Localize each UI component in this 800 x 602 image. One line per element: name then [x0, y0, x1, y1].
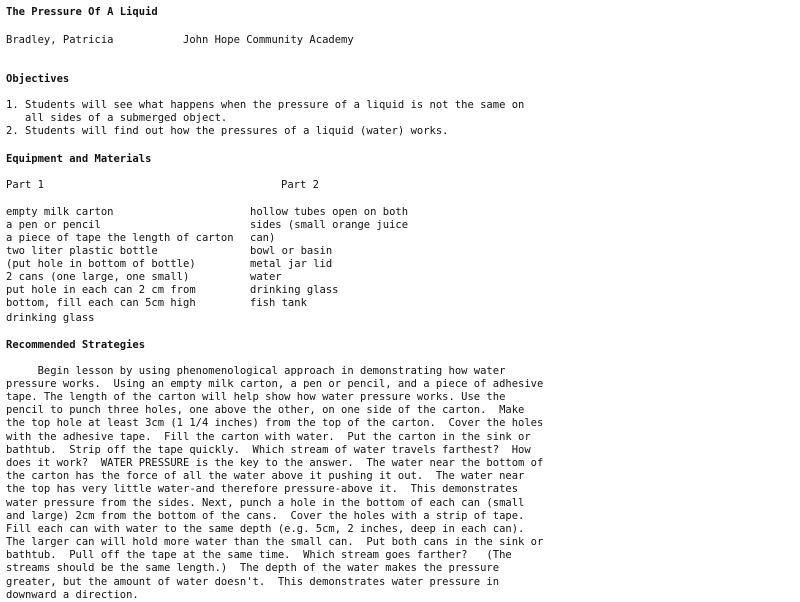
strategy-line: and large) 2cm from the bottom of the cans. Cover the holes with a strip of tape.: [6, 510, 525, 522]
strategy-line: the top has very little water-and therefore pressure-above it. This demonstrates: [6, 483, 519, 495]
strategies-heading: Recommended Strategies: [6, 339, 146, 351]
part2-item: water: [250, 271, 282, 283]
objective-line: all sides of a submerged object.: [6, 112, 228, 124]
part1-item: (put hole in bottom of bottle): [6, 258, 196, 270]
part2-item: sides (small orange juice: [250, 219, 409, 231]
strategy-line: does it work? WATER PRESSURE is the key to the answer. The water near the bottom of: [6, 457, 544, 469]
strategy-line: water pressure from the sides. Next, punch a hole in the bottom of each can (small: [6, 497, 525, 509]
strategy-line: tape. The length of the carton will help show how water pressure works. Use the: [6, 391, 506, 403]
objective-line: 2. Students will find out how the pressures of a liquid (water) works.: [6, 125, 449, 137]
part2-item: bowl or basin: [250, 245, 333, 257]
strategy-line: The larger can will hold more water than the small can. Put both cans in the sink or: [6, 536, 544, 548]
part2-label: Part 2: [281, 179, 319, 191]
strategy-line: pressure works. Using an empty milk carton, a pen or pencil, and a piece of adhesive: [6, 378, 544, 390]
equipment-heading: Equipment and Materials: [6, 153, 152, 165]
strategy-line: Begin lesson by using phenomenological approach in demonstrating how water: [6, 365, 506, 377]
author-name: Bradley, Patricia: [6, 34, 114, 46]
school-name: John Hope Community Academy: [183, 34, 354, 46]
part1-item: a pen or pencil: [6, 219, 101, 231]
part2-item: metal jar lid: [250, 258, 333, 270]
strategy-line: streams should be the same length.) The depth of the water makes the pressure: [6, 562, 500, 574]
part1-item: drinking glass: [6, 312, 95, 324]
part1-item: 2 cans (one large, one small): [6, 271, 190, 283]
part1-item: bottom, fill each can 5cm high: [6, 297, 196, 309]
part2-item: fish tank: [250, 297, 307, 309]
doc-title: The Pressure Of A Liquid: [6, 6, 158, 18]
strategy-line: the top hole at least 3cm (1 1/4 inches) from the top of the carton. Cover the holes: [6, 417, 544, 429]
part1-item: a piece of tape the length of carton: [6, 232, 234, 244]
strategy-line: Fill each can with water to the same depth (e.g. 5cm, 2 inches, deep in each can).: [6, 523, 525, 535]
objective-line: 1. Students will see what happens when the pressure of a liquid is not the same on: [6, 99, 525, 111]
strategy-line: greater, but the amount of water doesn't. This demonstrates water pressure in: [6, 576, 500, 588]
part2-item: drinking glass: [250, 284, 339, 296]
strategy-line: bathtub. Strip off the tape quickly. Which stream of water travels farthest? How: [6, 444, 531, 456]
strategy-line: with the adhesive tape. Fill the carton with water. Put the carton in the sink or: [6, 431, 531, 443]
strategy-line: pencil to punch three holes, one above the other, on one side of the carton. Make: [6, 404, 525, 416]
strategy-line: the carton has the force of all the water above it pushing it out. The water near: [6, 470, 525, 482]
part1-label: Part 1: [6, 179, 44, 191]
objectives-heading: Objectives: [6, 73, 70, 85]
part1-item: put hole in each can 2 cm from: [6, 284, 196, 296]
part2-item: can): [250, 232, 276, 244]
part1-item: two liter plastic bottle: [6, 245, 158, 257]
strategy-line: bathtub. Pull off the tape at the same time. Which stream goes farther? (The: [6, 549, 512, 561]
part2-item: hollow tubes open on both: [250, 206, 409, 218]
strategy-line: downward a direction.: [6, 589, 139, 601]
part1-item: empty milk carton: [6, 206, 114, 218]
